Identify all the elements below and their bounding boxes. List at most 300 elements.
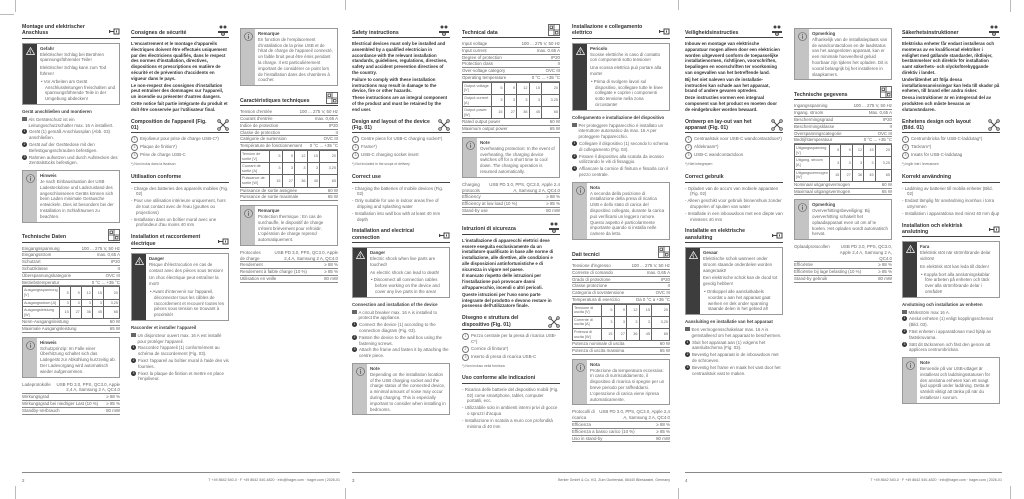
safety-paragraph: Cette notice fait partie intégrante du produit et doit être conservée par l'utilisateur final. <box>131 100 228 112</box>
spec-label: Puissance de sortie maximale <box>240 194 299 200</box>
spec-label: Wirkungsgrad bei niedriger Last (10 %) <box>22 401 99 407</box>
box-body <box>37 171 119 221</box>
list-item <box>131 186 229 198</box>
spec-row <box>240 109 338 116</box>
list-item-text: Utilizzabile solo in ambienti interni privi di gocce o spruzzi d'acqua <box>464 405 558 417</box>
spec-value: Da 0 °C a +35 °C <box>636 296 670 302</box>
item-number-badge: 2 <box>131 144 138 151</box>
spec-value: USB PD 3.0, PPS, QC3.0, Apple 2,4 A, Samsung 2 A, QC4.0 <box>274 249 338 261</box>
output-row <box>23 307 120 319</box>
output-value: 3 <box>841 157 852 169</box>
list-item <box>131 217 229 229</box>
spec-value: ≥ 85 % <box>878 269 892 275</box>
step-number-badge: 3 <box>573 166 576 171</box>
install-icon <box>217 235 229 247</box>
output-value: 9 <box>841 145 852 157</box>
warning-triangle-icon <box>356 251 365 259</box>
spec-table <box>462 41 560 82</box>
step-item <box>131 371 229 383</box>
install-icon <box>658 25 670 37</box>
output-value: 3 <box>852 157 863 169</box>
list-item-text: Ricarica delle batterie del dispositivo mobili (Fig. 02) come smartphone, tablet, computer portatili, ecc. <box>464 386 559 404</box>
text-column <box>794 24 892 283</box>
note-sidebar <box>353 364 367 414</box>
output-value: 36 <box>295 175 308 187</box>
safety-icon <box>988 24 1000 36</box>
safety-paragraph: Dessa instruktioner är en integrerad del av produkten och måste bevaras av slutanvändaren. <box>902 95 992 112</box>
note-box <box>240 28 338 86</box>
section-heading <box>22 229 120 243</box>
list-item <box>462 354 560 361</box>
output-table <box>462 82 560 120</box>
section-heading <box>685 174 783 182</box>
spec-value: OVC III <box>545 68 560 74</box>
list-item <box>902 198 1000 210</box>
bullet-dot: • <box>371 277 374 283</box>
output-value: 3 <box>492 94 505 106</box>
step-text: Fissare il dispositivo alla scatola da incasso utilizzando le viti di fissaggio. <box>579 153 664 165</box>
warning-sidebar <box>23 44 37 104</box>
spec-row <box>240 143 338 150</box>
spec-row <box>572 429 670 436</box>
list-item <box>131 198 229 215</box>
spec-label: Charging protocols <box>462 181 480 193</box>
precondition <box>22 117 120 129</box>
bullet-text: Prima di svolgere lavori sul dispositivo, scollegare tutte le linee collegate e coprire i componenti sotto tensione nella zona circostante! <box>593 78 663 107</box>
output-value: 45 <box>864 169 875 181</box>
spec-label: Beschermingsklasse <box>794 123 835 129</box>
dash-marker: - <box>131 198 134 204</box>
note-box <box>22 170 120 222</box>
spec-value: ≥ 88 % <box>546 194 560 200</box>
spec-label: Utilisation en veille <box>240 276 277 282</box>
install-icon <box>438 229 450 241</box>
spec-value: 100 ... 275 V, 50 Hz <box>631 262 670 268</box>
step-number-badge: 3 <box>23 154 26 159</box>
output-value: 12 <box>81 287 92 299</box>
step-item <box>685 340 783 352</box>
crop-mark <box>1010 0 1011 12</box>
section-title: Caractéristiques techniques <box>240 97 310 104</box>
output-value: 27 <box>282 175 295 187</box>
spec-row <box>22 408 120 415</box>
spec-label: Stand-by use <box>462 207 488 213</box>
spec-label: Uso in stand-by <box>572 435 603 441</box>
dash-marker: - <box>685 210 688 216</box>
list-item <box>902 144 1000 151</box>
box-title: Pericolo <box>590 45 608 51</box>
list-item <box>352 211 450 223</box>
danger-box <box>22 43 120 105</box>
list-item-text: Installazione in scatola a muro con profondità minima di 40 mm <box>464 417 553 429</box>
danger-box <box>572 43 670 111</box>
note-box <box>572 359 670 406</box>
danger-box <box>685 247 783 315</box>
step-number-badge: 1 <box>23 129 26 134</box>
spec-table <box>240 109 338 150</box>
spec-value: ≥ 88 % <box>656 422 670 428</box>
box-text: Beroende på var USB-uttaget är installerat och laddningsstatusen för den anslutna enheten kan ett svagt ljud uppstå under laddning. Detta är särskilt viktigt att tänka på när du installerar i sovrum. <box>920 365 991 400</box>
step-number-badge: 2 <box>353 334 356 339</box>
bullet-text: Koppla bort alla anslutningskablar före arbeten på enheten och täck över alla strömförande delar i området! <box>923 271 990 294</box>
crop-mark <box>15 486 16 499</box>
spec-value: IP20 <box>328 122 338 128</box>
crop-mark <box>15 0 16 12</box>
spec-label: Maximale Ausgangsleistung <box>22 326 77 332</box>
spec-label: Protection class <box>462 61 493 67</box>
spec-value: max. 0,65 A <box>96 252 120 258</box>
box-title: Remarque <box>258 31 280 36</box>
spec-value: 65 W <box>881 188 892 194</box>
output-row <box>573 304 670 316</box>
precondition <box>572 123 670 140</box>
box-text: Elektrischer Schlag kann zum Tod führen! <box>40 65 107 76</box>
subheading: Anslutning och installation av enheten <box>902 301 983 307</box>
spec-row <box>22 280 120 287</box>
spec-label: Nenn-Ausgangsleistung <box>22 319 69 325</box>
item-number-badge: 2 <box>685 144 692 151</box>
bullet-dot: • <box>921 271 924 277</box>
section-title: Design and layout of the device (Fig. 01) <box>352 118 430 131</box>
installation-steps <box>685 327 783 376</box>
box-title: Gefahr <box>40 45 55 51</box>
section-title: Installation och elektrisk anslutning <box>902 222 963 235</box>
warning-triangle-icon <box>906 245 915 253</box>
warning-sidebar <box>132 254 146 320</box>
list-item <box>352 186 450 198</box>
output-value: 65 <box>104 307 120 319</box>
box-text: Elektrischer Schlag bei Berühren spannungsführender Teile! <box>40 51 104 63</box>
box-text: Depending on the installation location of the USB charging socket and the charge status of the connected device, a minimal amount of noise may occur during charging. This is especially important to consider when installing in bedrooms. <box>370 371 446 412</box>
spec-label: Temperatura di esercizio <box>572 296 620 302</box>
list-item <box>902 152 1000 159</box>
step-text: Gerät auf der Gerätedose mit den Befestigungsschrauben befestigen. <box>29 141 98 153</box>
output-value: 65 <box>652 329 670 341</box>
usage-list <box>685 186 783 223</box>
info-icon <box>26 174 35 183</box>
output-value: 15 <box>307 150 320 162</box>
list-item <box>685 152 783 159</box>
bullet-dot: • <box>591 78 594 84</box>
section-heading <box>131 24 229 38</box>
spec-value: 65 W <box>549 126 560 132</box>
step-item <box>352 322 450 334</box>
item-number-badge: 3 <box>352 152 359 159</box>
text-column <box>131 24 229 383</box>
box-text: Oververhittingsbeveiliging: Bij oververhitting schakelt het oplaadapparaat even uit om af te koelen. Het opladen wordt automatisch hervat. <box>812 208 888 237</box>
output-value: 27 <box>504 107 517 119</box>
box-title: Danger <box>370 250 386 256</box>
list-item-text: Pour une utilisation intérieure uniquement, hors de tout contact avec de l'eau (gouttes ou projections) <box>133 198 226 215</box>
output-value: 12 <box>517 82 530 94</box>
box-bullet <box>149 289 225 318</box>
spec-label: Maximaal uitgangsvermogen <box>794 188 851 194</box>
precondition-text: Een vermogensschakelaar max. 16 A is geïnstalleerd om het apparaat te beschermen. <box>691 326 782 338</box>
output-value: 27 <box>70 307 81 319</box>
output-value: 20 <box>875 145 891 157</box>
output-label: Uitgang. stroom [A] <box>795 157 830 169</box>
section-title: Safety instructions <box>352 29 399 36</box>
note-sidebar <box>241 206 255 245</box>
precondition-text: A circuit breaker max. 16 A is installed to protect the appliance. <box>358 309 438 321</box>
component-list <box>902 136 1000 159</box>
spec-row <box>794 110 892 117</box>
output-value: 45 <box>92 307 103 319</box>
crop-mark <box>678 488 679 499</box>
list-item-text: Frame*) <box>361 144 377 150</box>
warning-triangle-icon <box>689 251 698 259</box>
spec-value: 60 W <box>881 181 892 187</box>
spec-value: ≥ 88 % <box>324 262 338 268</box>
list-item <box>685 211 783 223</box>
step-item <box>572 166 670 178</box>
spec-row <box>794 103 892 110</box>
spec-value: 65 W <box>109 326 120 332</box>
precondition-text: Märkström max 16 A. <box>908 309 950 315</box>
box-text: En fonction de l'emplacement d'installation de la prise USB et de l'état de charge de l'appareil connecté, un faible bruit peut être émis pendant la charge. Il est particulièrement important de considérer ce point lors de l'installation dans des chambres à coucher. <box>258 36 333 83</box>
dash-marker: - <box>131 185 134 191</box>
list-item-text: Centraalstuk voor USB-C wandcontactdoos*) <box>694 136 782 142</box>
spec-value: 60 W <box>327 187 338 193</box>
spec-row <box>794 117 892 124</box>
spec-value: IP20 <box>660 276 670 282</box>
box-body <box>809 200 891 239</box>
output-label: Tension de sortie [V] <box>241 150 270 162</box>
footnote: *) Ingår inte i leveransen <box>902 162 939 167</box>
output-value: 15 <box>270 175 283 187</box>
list-item <box>462 333 560 345</box>
box-title: Opmerking <box>812 202 836 208</box>
info-icon <box>798 203 807 212</box>
dash-marker: - <box>685 185 688 191</box>
step-text: Rahmen aufsetzen und durch Aufstecken des Zentralstücks befestigen. <box>29 154 118 166</box>
spec-label: Degree of protection <box>462 54 502 60</box>
item-number-badge: 1 <box>685 136 692 143</box>
spec-row <box>240 250 338 263</box>
list-item <box>685 144 783 151</box>
info-icon <box>576 363 585 372</box>
page-number: 3 <box>352 478 355 483</box>
section-title: Utilisation conforme <box>131 174 182 181</box>
output-value: 9 <box>282 150 295 162</box>
spec-value: 0 °C ... +35 °C <box>531 74 560 80</box>
box-title: Nota <box>590 184 600 190</box>
box-bullet <box>590 79 666 108</box>
output-value: 3 <box>92 299 103 307</box>
output-label: Uitgangsspanning [V] <box>795 145 830 157</box>
spec-value: ≥ 85 % <box>546 201 560 207</box>
output-row <box>795 169 892 181</box>
note-sidebar <box>903 358 917 403</box>
spec-label: Protocoles de charge <box>240 249 261 261</box>
output-value: 36 <box>627 329 640 341</box>
step-number-badge: 2 <box>573 153 576 158</box>
spec-row <box>462 41 560 48</box>
precondition <box>902 310 1000 316</box>
spec-label: Tension d'entrée <box>240 109 273 115</box>
safety-paragraph: Inbouw en montage van elektrische apparatuur mogen alleen door een elektricien worden uitgevoerd conform de toepasselijke installatienormen, richtlijnen, voorschriften, bepalingen en voorschriften ter voorkoming van ongevallen van het betreffende land. <box>685 41 780 75</box>
box-body <box>367 248 449 297</box>
spec-row <box>240 194 338 201</box>
precondition-text: Als Geräteschutz ist ein Leitungsschutzschalter max. 16 A installiert. <box>28 116 114 128</box>
info-icon <box>356 367 365 376</box>
spec-label: Classe de protection <box>240 129 281 135</box>
spec-label: Tensione d'ingresso <box>572 262 611 268</box>
section-title: Ontwerp en lay-out van het apparaat (Fig. 01) <box>685 118 752 131</box>
spec-label: Betriebstemperatur <box>22 279 60 285</box>
output-value: 3 <box>602 316 615 328</box>
output-value: 9 <box>70 287 81 299</box>
techdata-icon <box>658 246 670 258</box>
output-label: Potenza di uscita [W] <box>573 329 602 341</box>
spec-label: Rendement à faible charge (10 %) <box>240 269 307 275</box>
warning-triangle-icon <box>135 257 144 265</box>
safety-paragraph: Deze instructies vormen een integraal component van het product en moeten door de eindgebruiker worden bewaard. <box>685 95 777 112</box>
output-value: 3,25 <box>104 299 120 307</box>
output-row <box>573 316 670 328</box>
spec-row <box>22 326 120 333</box>
output-label: Output current [A] <box>463 94 492 106</box>
spec-row <box>462 68 560 75</box>
spec-row <box>572 290 670 297</box>
box-title: Opmerking <box>812 31 836 36</box>
bullet-text: Vor Arbeiten am Gerät Anschlussleitungen freischalten und spannungsführende Teile in der Umgebung abdecken! <box>43 78 116 102</box>
list-item <box>352 152 450 159</box>
list-item <box>131 152 229 159</box>
output-value: 15 <box>492 107 505 119</box>
list-item <box>902 186 1000 198</box>
output-value: 3,25 <box>320 163 338 175</box>
output-table <box>22 286 120 319</box>
danger-box <box>902 241 1000 297</box>
box-title: Note <box>480 139 490 145</box>
output-value: 20 <box>320 150 338 162</box>
output-row <box>573 329 670 341</box>
install-icon <box>988 223 1000 235</box>
spec-row <box>462 61 560 68</box>
spec-row <box>572 263 670 270</box>
spec-row <box>240 188 338 195</box>
section-heading <box>572 24 670 39</box>
precondition <box>352 310 450 322</box>
list-item-text: Enjoliveur pour prise de charge USB-C*) <box>140 136 219 142</box>
section-title: Enhetens design och layout (Bild. 01) <box>902 118 971 131</box>
page-footer-text: T +49 8642 540-0 · F +49 8642 540-4820 · info@hager.com · hager.com | 2026-01 <box>208 478 340 482</box>
output-value: 3 <box>59 299 70 307</box>
output-row <box>463 82 560 94</box>
list-item-text: USB-C charging socket insert <box>361 152 419 158</box>
page-footer-rule <box>685 472 1002 473</box>
spec-row <box>794 189 892 196</box>
output-row <box>795 157 892 169</box>
list-item-text: Charge des batteries des appareils mobiles (Fig. 02) <box>133 185 229 197</box>
list-item-text: Installatie in een inbouwdoos met een diepte van minstens 40 mm <box>687 210 783 222</box>
spec-row <box>22 319 120 326</box>
bullet-dot: • <box>41 78 44 84</box>
spec-row <box>240 130 338 137</box>
list-item <box>685 186 783 198</box>
list-item <box>902 211 1000 217</box>
spec-label: Efficienza a basso carico (10 %) <box>572 428 635 434</box>
item-number-badge: 1 <box>131 136 138 143</box>
note-sidebar <box>573 183 587 239</box>
spec-label: Ingangsspanning <box>794 103 828 109</box>
warning-triangle-icon <box>26 47 35 55</box>
step-number-badge: 3 <box>686 364 689 369</box>
warning-sidebar <box>686 248 700 314</box>
techdata-icon <box>548 24 560 36</box>
spec-row <box>22 401 120 408</box>
spec-value: 60 W <box>109 319 120 325</box>
box-title: Note <box>920 360 930 366</box>
output-value: 20 <box>104 287 120 299</box>
output-value: 15 <box>639 304 652 316</box>
note-box <box>240 205 338 246</box>
step-item <box>902 316 1000 328</box>
crop-mark <box>678 0 679 10</box>
section-heading <box>685 119 783 134</box>
step-text: Fasten the device to the wall box using the fastening screws. <box>359 334 442 346</box>
output-value: 5 <box>59 287 70 299</box>
step-item <box>22 129 120 141</box>
precondition-text: Un disjoncteur ouvert max. 16 A est installé pour protéger l'appareil. <box>137 332 222 344</box>
step-item <box>352 347 450 359</box>
section-heading <box>685 24 783 38</box>
box-bullet <box>40 79 116 102</box>
bullet-text: Disconnect all connection cables before working on the device and cover any live parts in the area! <box>373 277 440 294</box>
spec-row <box>22 259 120 266</box>
box-text: Scosse elettriche in caso di contatto con componenti sotto tensione! <box>590 51 661 63</box>
spec-value: 0 °C ... +35 °C <box>91 279 120 285</box>
output-value: 20 <box>652 304 670 316</box>
box-text: Elektrisk stöt när strömförande delar vidrörs! <box>920 250 991 261</box>
spec-label: Stand-by gebruik <box>794 276 828 282</box>
list-item <box>685 136 783 143</box>
box-text: Risque d'électrocution en cas de contact avec des pièces sous tension! <box>149 261 223 273</box>
note-sidebar <box>573 360 587 405</box>
spec-value: OVC III <box>323 136 338 142</box>
output-value: 45 <box>529 107 542 119</box>
section-heading <box>794 86 892 100</box>
list-item-text: Inserto di presa di ricarica USB-C <box>471 353 537 359</box>
text-column <box>902 24 1000 408</box>
spec-value: ≥ 85 % <box>656 428 670 434</box>
precondition <box>685 327 783 339</box>
crop-mark <box>345 0 346 10</box>
list-item-text: Täckram*) <box>911 144 932 150</box>
box-title: Hinweis <box>40 339 57 345</box>
dash-marker: - <box>685 198 688 204</box>
item-number-badge: 3 <box>902 152 909 159</box>
dash-marker: - <box>902 185 905 191</box>
output-row <box>463 94 560 106</box>
spec-row <box>462 48 560 55</box>
install-icon <box>108 25 120 37</box>
box-body <box>700 248 782 314</box>
spec-label: Bedrijfstemperatuur <box>794 137 833 143</box>
spec-value: USB PD 3.0, PPS, QC3.0, Apple 2,4 A, Samsung 2 A, QC4.0 <box>839 244 892 261</box>
page-footer-rule <box>22 472 340 473</box>
output-value: 3 <box>81 299 92 307</box>
item-number-badge: 2 <box>352 144 359 151</box>
page-number: 4 <box>685 478 688 483</box>
spec-value: 80 mW <box>324 276 338 282</box>
spec-value: 80 mW <box>106 407 120 413</box>
output-value: 3,25 <box>875 157 891 169</box>
output-value: 3 <box>270 163 283 175</box>
step-text: Fäst enheten i apparatdosan med hjälp av fästskruvarna. <box>909 328 992 340</box>
spec-row <box>22 273 120 280</box>
